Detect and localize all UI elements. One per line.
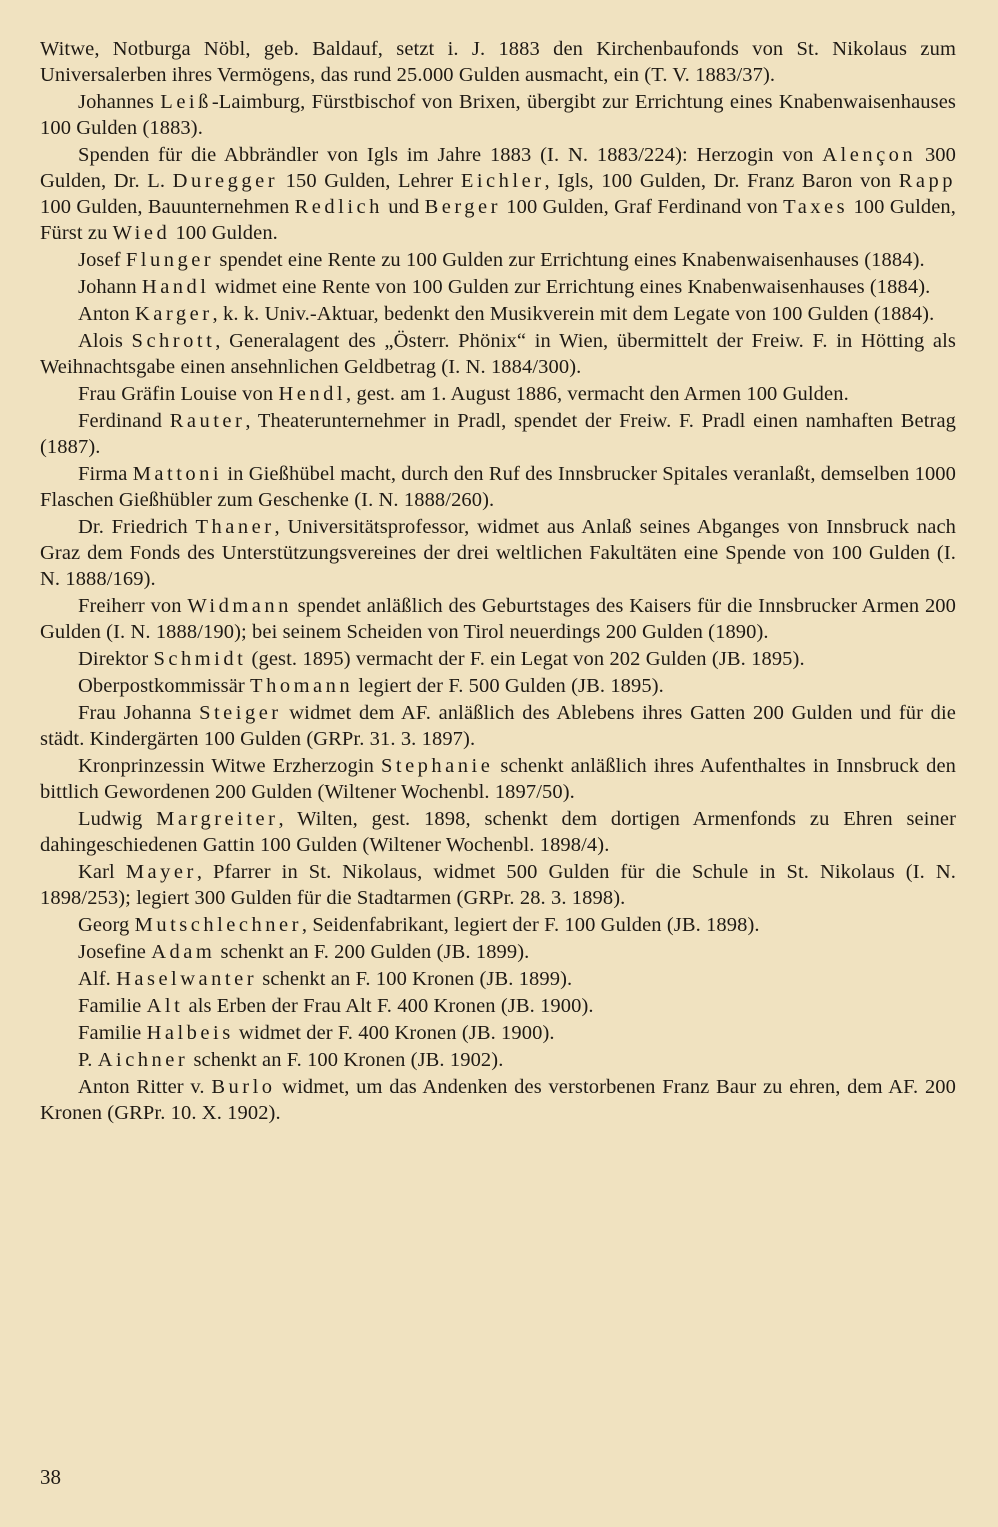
spaced-name: Eichler — [460, 170, 545, 192]
paragraph-text: Frau Johanna — [78, 702, 200, 724]
paragraph-text: 100 Gulden, Bauunternehmen — [40, 196, 295, 218]
paragraph-text: Johann — [78, 276, 142, 298]
paragraph-text: , Igls, 100 Gulden, Dr. Franz Baron von — [544, 170, 899, 192]
paragraph-text: , Generalagent des „Österr. Phönix“ in Wien, übermittelt der Freiw. F. in Hötting als Weihnachtsgabe einen ansehnlichen Geldbetrag (I. N. 1884/300). — [40, 330, 956, 378]
paragraph-text: , k. k. Univ.-Aktuar, bedenkt den Musikverein mit dem Legate von 100 Gulden (1884). — [212, 303, 935, 325]
paragraph-text: , Theaterunternehmer in Pradl, spendet der Freiw. F. Pradl einen namhaften Betrag (1887). — [40, 410, 956, 458]
paragraph-text: schenkt an F. 200 Gulden (JB. 1899). — [215, 941, 530, 963]
paragraph-text: Freiherr von — [78, 595, 188, 617]
paragraph-text: 100 Gulden, Graf Ferdinand von — [500, 196, 784, 218]
paragraph — [40, 142, 956, 246]
paragraph-text: Johannes — [78, 91, 161, 113]
paragraph — [40, 939, 956, 965]
paragraph-text: P. — [78, 1049, 98, 1071]
paragraph-text: , gest. am 1. August 1886, vermacht den Armen 100 Gulden. — [346, 383, 849, 405]
paragraph — [40, 859, 956, 911]
paragraph-text: 100 Gulden, Fürst zu — [40, 196, 956, 244]
paragraph — [40, 806, 956, 858]
text-body — [40, 36, 956, 1126]
spaced-name: Halbeis — [146, 1022, 234, 1044]
paragraph-text: spendet anläßlich des Geburtstages des Kaisers für die Innsbrucker Armen 200 Gulden (I. N. 1888/190); bei seinem Scheiden von Tirol neuerdings 200 Gulden (1890). — [40, 595, 957, 643]
paragraph — [40, 593, 956, 645]
paragraph-text: Kronprinzessin Witwe Erzherzogin — [78, 755, 381, 777]
spaced-name: Steiger — [199, 702, 282, 724]
spaced-name: Thaner — [195, 516, 275, 538]
spaced-name: Duregger — [172, 170, 279, 192]
paragraph-text: Georg — [78, 914, 135, 936]
page-number: 38 — [40, 1465, 61, 1489]
paragraph-text: , Seidenfabrikant, legiert der F. 100 Gulden (JB. 1898). — [301, 914, 760, 936]
paragraph-text: schenkt anläßlich ihres Aufenthaltes in Innsbruck den bittlich Gewordenen 200 Gulden (Wiltener Wochenbl. 1897/50). — [40, 755, 957, 803]
paragraph-text: Oberpostkommissär — [78, 675, 251, 697]
paragraph-text: widmet der F. 400 Kronen (JB. 1900). — [233, 1022, 555, 1044]
paragraph-text: Alf. — [78, 968, 117, 990]
spaced-name: Thomann — [250, 675, 354, 697]
paragraph-text: spendet eine Rente zu 100 Gulden zur Errichtung eines Knabenwaisenhauses (1884). — [214, 249, 925, 271]
paragraph — [40, 646, 956, 672]
paragraph-text: schenkt an F. 100 Kronen (JB. 1899). — [257, 968, 573, 990]
paragraph — [40, 753, 956, 805]
paragraph-text: , Pfarrer in St. Nikolaus, widmet 500 Gulden für die Schule in St. Nikolaus (I. N. 1898/253); legiert 300 Gulden für die Stadtarmen (GRPr. 28. 3. 1898). — [40, 861, 956, 909]
paragraph-text: Anton Ritter v. — [78, 1076, 212, 1098]
paragraph — [40, 36, 956, 88]
spaced-name: Mutschlechner — [134, 914, 302, 936]
spaced-name: Rauter — [169, 410, 246, 432]
paragraph-text: (gest. 1895) vermacht der F. ein Legat von 202 Gulden (JB. 1895). — [246, 648, 805, 670]
spaced-name: Widmann — [187, 595, 292, 617]
paragraph — [40, 966, 956, 992]
paragraph-text: Dr. Friedrich — [78, 516, 196, 538]
paragraph-text: und — [382, 196, 425, 218]
spaced-name: Schrott — [131, 330, 216, 352]
paragraph-text: Witwe, Notburga Nöbl, geb. Baldauf, setzt i. J. 1883 den Kirchenbaufonds von St. Nikolaus zum Universalerben ihres Vermögens, das rund 25.000 Gulden ausmacht, ein (T. V. 1883/37). — [40, 38, 956, 86]
paragraph — [40, 247, 956, 273]
paragraph-text: Familie — [78, 1022, 147, 1044]
paragraph — [40, 1074, 956, 1126]
spaced-name: Haselwanter — [116, 968, 258, 990]
spaced-name: Mayer — [125, 861, 197, 883]
paragraph — [40, 89, 956, 141]
paragraph-text: Spenden für die Abbrändler von Igls im Jahre 1883 (I. N. 1883/224): Herzogin von — [78, 144, 823, 166]
paragraph-text: , Universitätsprofessor, widmet aus Anlaß seines Abganges von Innsbruck nach Graz dem Fonds des Unterstützungsvereines der drei weltlichen Fakultäten eine Spende von 100 Gulden (I. N. 1888/169). — [40, 516, 956, 590]
paragraph-text: Frau Gräfin Louise von — [78, 383, 279, 405]
spaced-name: Berger — [424, 196, 501, 218]
spaced-name: Karger — [134, 303, 213, 325]
paragraph — [40, 408, 956, 460]
spaced-name: Adam — [151, 941, 216, 963]
paragraph-text: Josefine — [78, 941, 152, 963]
paragraph-text: Josef — [78, 249, 126, 271]
spaced-name: Rapp — [898, 170, 956, 192]
paragraph — [40, 301, 956, 327]
spaced-name: Mattoni — [132, 463, 223, 485]
paragraph-text: schenkt an F. 100 Kronen (JB. 1902). — [188, 1049, 504, 1071]
paragraph — [40, 673, 956, 699]
paragraph-text: 100 Gulden. — [170, 222, 278, 244]
paragraph-text: Direktor — [78, 648, 154, 670]
paragraph-text: Familie — [78, 995, 147, 1017]
paragraph-text: in Gießhübel macht, durch den Ruf des Innsbrucker Spitales veranlaßt, demselben 1000 Flaschen Gießhübler zum Geschenke (I. N. 1888/260). — [40, 463, 956, 511]
paragraph-text: als Erben der Frau Alt F. 400 Kronen (JB. 1900). — [183, 995, 594, 1017]
paragraph-text: Anton — [78, 303, 135, 325]
spaced-name: Leiß — [160, 91, 212, 113]
paragraph — [40, 328, 956, 380]
paragraph-text: , Wilten, gest. 1898, schenkt dem dortigen Armenfonds zu Ehren seiner dahingeschiedenen Gattin 100 Gulden (Wiltener Wochenbl. 1898/4). — [40, 808, 956, 856]
paragraph-text: Alois — [78, 330, 132, 352]
paragraph — [40, 1047, 956, 1073]
spaced-name: Stephanie — [380, 755, 494, 777]
paragraph — [40, 912, 956, 938]
paragraph-text: Karl — [78, 861, 126, 883]
paragraph-text: 150 Gulden, Lehrer — [278, 170, 461, 192]
paragraph-text: Ferdinand — [78, 410, 170, 432]
spaced-name: Alençon — [822, 144, 917, 166]
paragraph-text: -Laimburg, Fürstbischof von Brixen, übergibt zur Errichtung eines Knabenwaisenhauses 100 Gulden (1883). — [40, 91, 956, 139]
spaced-name: Flunger — [125, 249, 215, 271]
paragraph — [40, 700, 956, 752]
paragraph — [40, 993, 956, 1019]
paragraph-text: widmet, um das Andenken des verstorbenen Franz Baur zu ehren, dem AF. 200 Kronen (GRPr. 10. X. 1902). — [40, 1076, 956, 1124]
paragraph — [40, 1020, 956, 1046]
paragraph-text: 300 Gulden, Dr. L. — [40, 144, 956, 192]
spaced-name: Wied — [112, 222, 171, 244]
paragraph — [40, 381, 956, 407]
spaced-name: Margreiter — [156, 808, 279, 830]
paragraph — [40, 461, 956, 513]
spaced-name: Burlo — [211, 1076, 276, 1098]
paragraph — [40, 274, 956, 300]
paragraph-text: legiert der F. 500 Gulden (JB. 1895). — [353, 675, 664, 697]
paragraph-text: widmet eine Rente von 100 Gulden zur Errichtung eines Knabenwaisenhauses (1884). — [209, 276, 931, 298]
spaced-name: Taxes — [783, 196, 849, 218]
spaced-name: Hendl — [278, 383, 347, 405]
spaced-name: Schmidt — [153, 648, 247, 670]
paragraph-text: Firma — [78, 463, 133, 485]
spaced-name: Alt — [146, 995, 184, 1017]
spaced-name: Aichner — [97, 1049, 189, 1071]
spaced-name: Handl — [141, 276, 210, 298]
paragraph — [40, 514, 956, 592]
spaced-name: Redlich — [294, 196, 383, 218]
paragraph-text: widmet dem AF. anläßlich des Ablebens ihres Gatten 200 Gulden und für die städt. Kindergärten 100 Gulden (GRPr. 31. 3. 1897). — [40, 702, 956, 750]
paragraph-text: Ludwig — [78, 808, 157, 830]
